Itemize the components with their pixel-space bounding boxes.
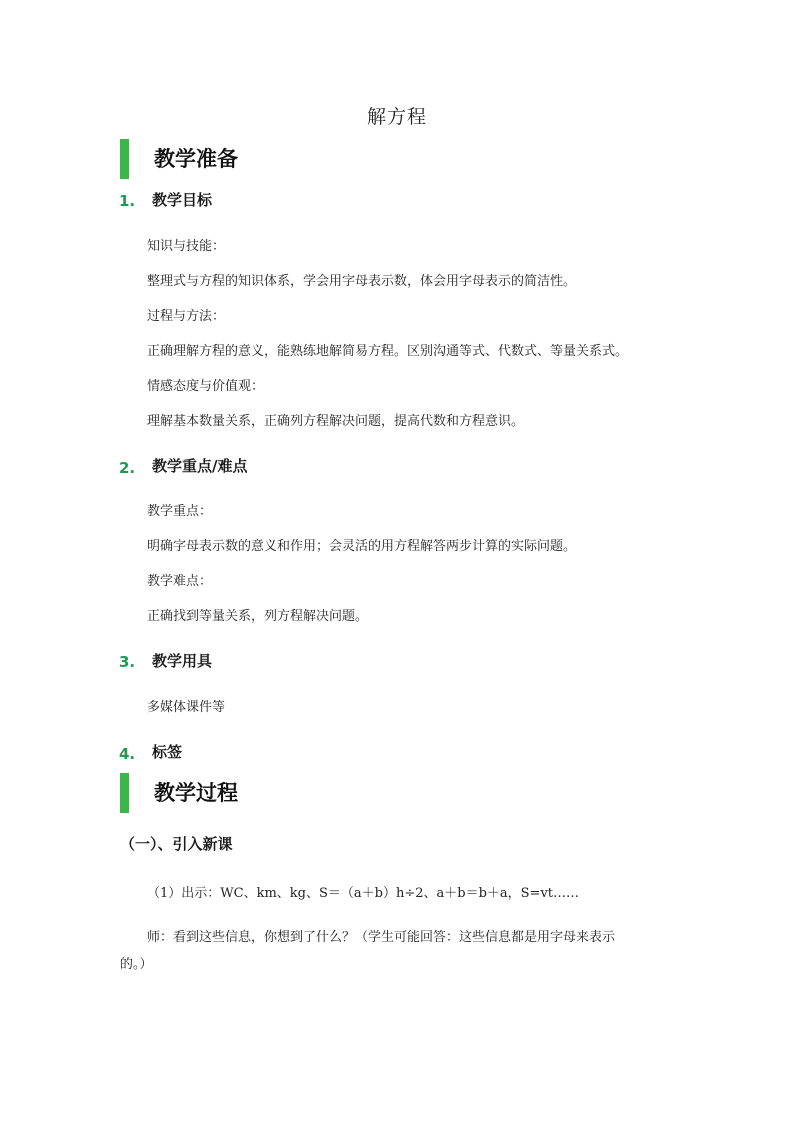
section-accent-bar (120, 139, 129, 179)
item-number: 2. (119, 459, 136, 477)
section-title-process: 教学过程 (154, 781, 238, 805)
section-accent-bar (120, 773, 129, 813)
item-title-key-points: 教学重点/难点 (152, 457, 248, 475)
document-title: 解方程 (366, 106, 427, 128)
process-paragraph-line: 的。） (120, 957, 153, 972)
process-paragraph-line: 师：看到这些信息，你想到了什么？（学生可能回答：这些信息都是用字母来表示 (147, 930, 616, 945)
objective-line: 正确理解方程的意义，能熟练地解简易方程。区别沟通等式、代数式、等量关系式。 (147, 344, 629, 359)
section-title-preparation: 教学准备 (154, 147, 238, 171)
objective-line: 情感态度与价值观： (147, 379, 265, 394)
key-point-line: 教学重点： (147, 504, 213, 519)
process-paragraph-line: （1）出示：WC、km、kg、S＝（a＋b）h÷2、a＋b＝b＋a，S=vt…… (147, 886, 580, 901)
objective-line: 理解基本数量关系，正确列方程解决问题，提高代数和方程意识。 (147, 414, 525, 429)
tools-line: 多媒体课件等 (147, 700, 226, 715)
objective-line: 过程与方法： (147, 309, 226, 324)
item-number: 3. (119, 653, 136, 671)
key-point-line: 教学难点： (147, 574, 213, 589)
item-number: 4. (119, 745, 136, 763)
item-title-tools: 教学用具 (152, 652, 213, 670)
lesson-heading: （一）、引入新课 (120, 835, 233, 853)
item-number: 1. (119, 192, 136, 210)
item-title-tags: 标签 (152, 743, 183, 761)
key-point-line: 正确找到等量关系，列方程解决问题。 (147, 609, 369, 624)
objective-line: 整理式与方程的知识体系，学会用字母表示数，体会用字母表示的简洁性。 (147, 274, 577, 289)
item-title-objectives: 教学目标 (152, 191, 213, 209)
objective-line: 知识与技能： (147, 239, 226, 254)
key-point-line: 明确字母表示数的意义和作用；会灵活的用方程解答两步计算的实际问题。 (147, 539, 577, 554)
